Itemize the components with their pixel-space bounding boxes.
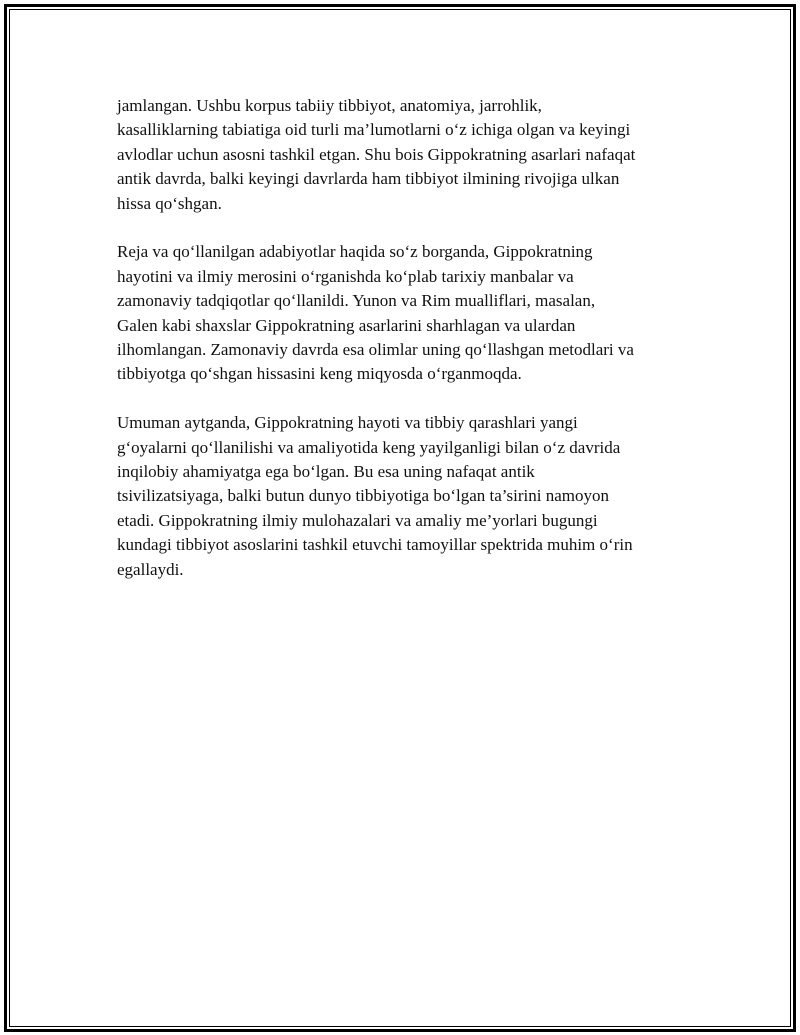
text-line: tibbiyotga qo‘shgan hissasini keng miqyosda o‘rganmoqda. xyxy=(117,364,522,384)
paragraph-3 xyxy=(117,411,687,582)
text-line: kasalliklarning tabiatiga oid turli ma’lumotlarni o‘z ichiga olgan va keyingi xyxy=(117,120,631,140)
text-line: avlodlar uchun asosni tashkil etgan. Shu bois Gippokratning asarlari nafaqat xyxy=(117,144,636,164)
text-line: ilhomlangan. Zamonaviy davrda esa olimlar uning qo‘llashgan metodlari va xyxy=(117,340,634,360)
text-line: g‘oyalarni qo‘llanilishi va amaliyotida keng yayilganligi bilan o‘z davrida xyxy=(117,437,621,457)
text-line: hayotini va ilmiy merosini o‘rganishda ko‘plab tarixiy manbalar va xyxy=(117,266,574,286)
text-line: jamlangan. Ushbu korpus tabiiy tibbiyot, anatomiya, jarrohlik, xyxy=(117,96,542,115)
text-line: Reja va qo‘llanilgan adabiyotlar haqida so‘z borganda, Gippokratning xyxy=(117,242,593,262)
text-line: Galen kabi shaxslar Gippokratning asarlarini sharhlagan va ulardan xyxy=(117,315,576,335)
text-line: hissa qo‘shgan. xyxy=(117,193,222,213)
text-line: tsivilizatsiyaga, balki butun dunyo tibbiyotiga bo‘lgan ta’sirini namoyon xyxy=(117,486,609,506)
text-line: etadi. Gippokratning ilmiy mulohazalari va amaliy me’yorlari bugungi xyxy=(117,510,598,530)
paragraph-1 xyxy=(117,94,687,216)
text-line: antik davrda, balki keyingi davrlarda ham tibbiyot ilmining rivojiga ulkan xyxy=(117,169,620,189)
text-line: zamonaviy tadqiqotlar qo‘llanildi. Yunon va Rim mualliflari, masalan, xyxy=(117,291,596,311)
paragraph-2 xyxy=(117,240,687,386)
text-line: Umuman aytganda, Gippokratning hayoti va tibbiy qarashlari yangi xyxy=(117,413,578,433)
document-body xyxy=(117,94,687,606)
text-line: inqilobiy ahamiyatga ega bo‘lgan. Bu esa uning nafaqat antik xyxy=(117,462,535,482)
text-line: egallaydi. xyxy=(117,559,184,579)
text-line: kundagi tibbiyot asoslarini tashkil etuvchi tamoyillar spektrida muhim o‘rin xyxy=(117,535,633,555)
